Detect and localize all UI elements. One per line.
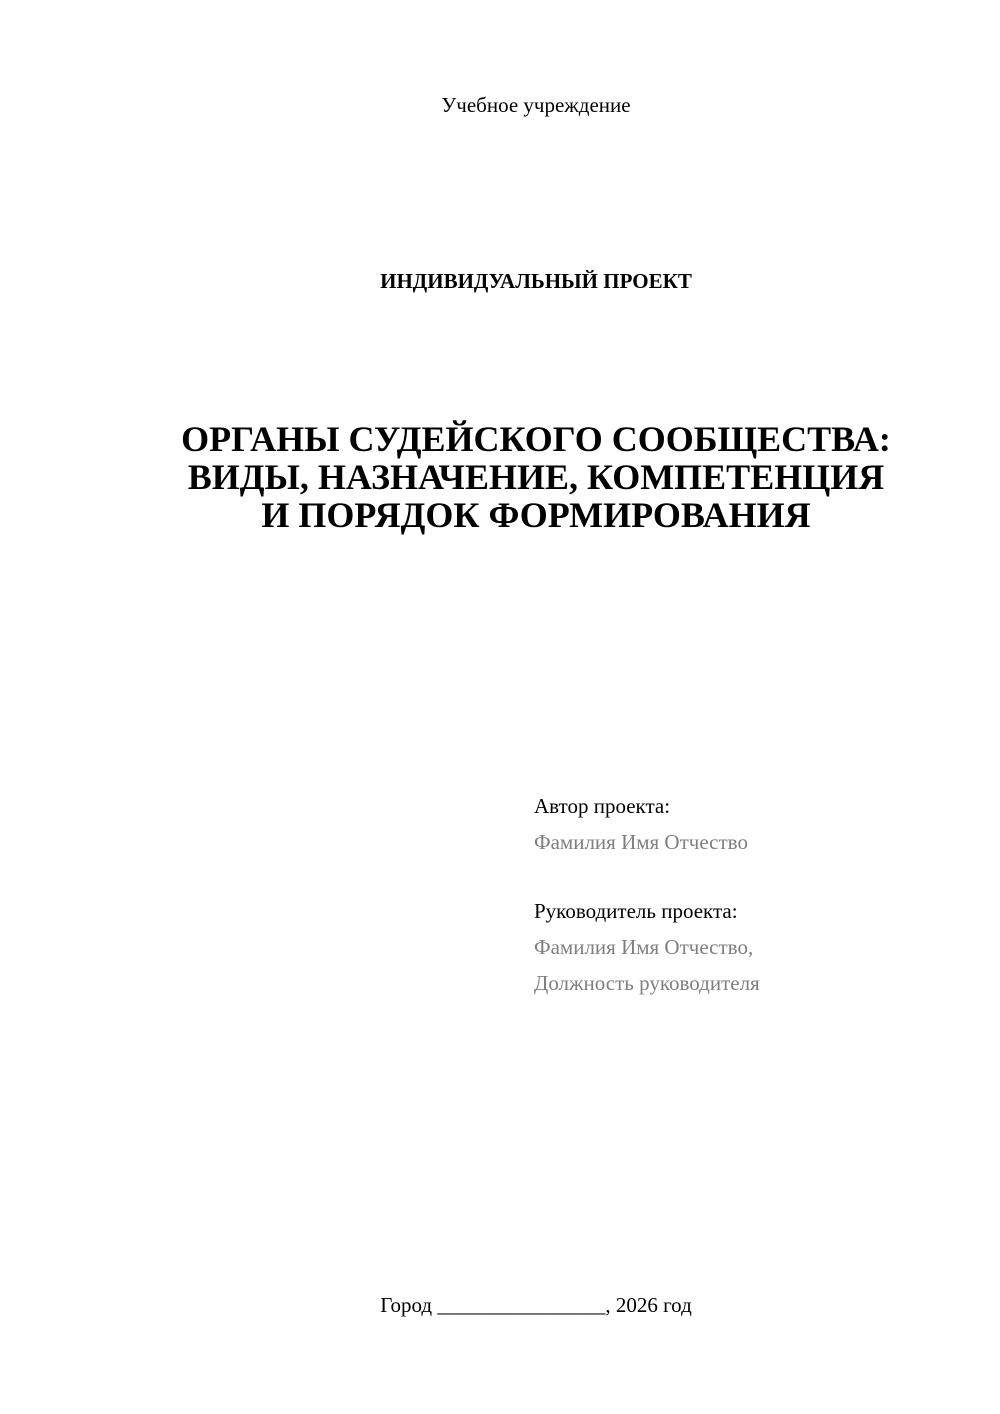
- project-title-line-2: ВИДЫ, НАЗНАЧЕНИЕ, КОМПЕТЕНЦИЯ: [187, 457, 885, 497]
- author-label: Автор проекта:: [534, 794, 671, 818]
- project-title-line-1: ОРГАНЫ СУДЕЙСКОГО СООБЩЕСТВА:: [181, 419, 891, 459]
- supervisor-block: [534, 893, 954, 1001]
- supervisor-position: Должность руководителя: [534, 971, 760, 995]
- author-block: [534, 788, 954, 860]
- city-year-line: Город ________________, 2026 год: [380, 1293, 692, 1317]
- institution-name: Учебное учреждение: [441, 93, 631, 117]
- project-title-line-3: И ПОРЯДОК ФОРМИРОВАНИЯ: [261, 495, 811, 535]
- supervisor-name: Фамилия Имя Отчество,: [534, 935, 754, 959]
- project-type-heading: ИНДИВИДУАЛЬНЫЙ ПРОЕКТ: [380, 269, 692, 293]
- project-title: [140, 420, 932, 534]
- author-name: Фамилия Имя Отчество: [534, 830, 748, 854]
- supervisor-label: Руководитель проекта:: [534, 899, 738, 923]
